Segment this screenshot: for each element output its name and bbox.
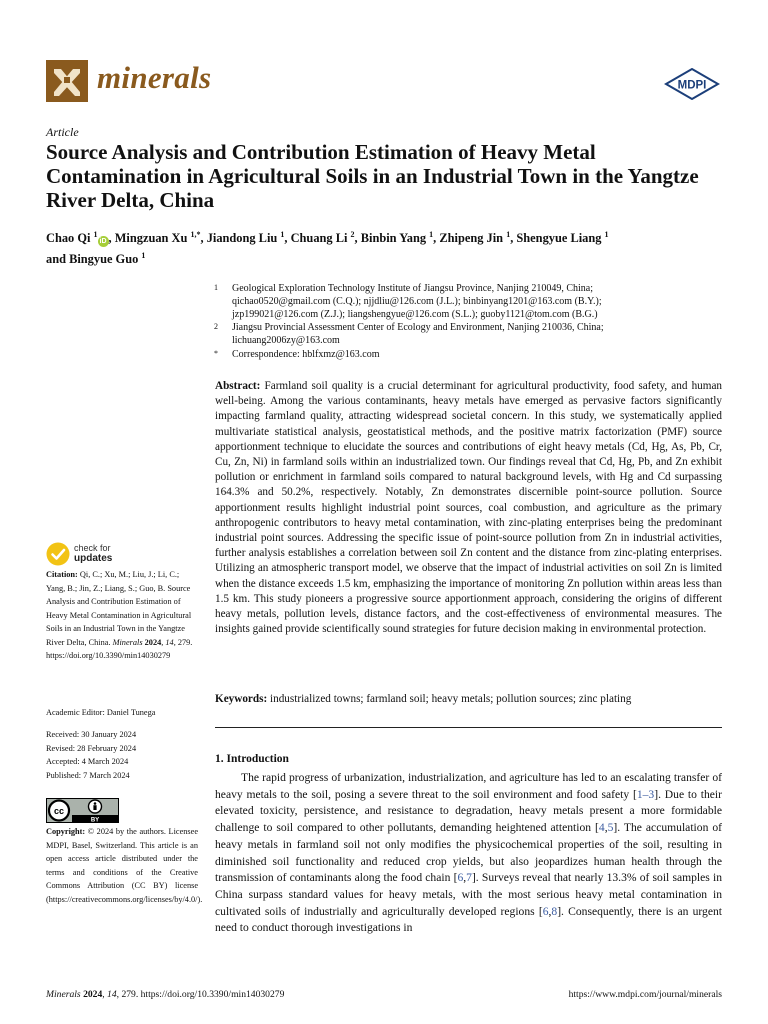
author-name: Zhipeng Jin <box>439 231 504 246</box>
affiliation-mark: 2 <box>214 322 218 331</box>
journal-logo <box>46 60 88 102</box>
copyright-text: © 2024 by the authors. Licensee MDPI, Basel, Switzerland. This article is an open access article distributed under the terms and conditions of the Creative Commons Attribution (CC BY) license (https://creativecommons.org/licenses/by/4.0/). <box>46 827 203 904</box>
correspondence <box>232 348 732 361</box>
citation-doi[interactable]: , 279. https://doi.org/10.3390/min14030279 <box>46 637 193 660</box>
footer-doi[interactable]: , 279. https://doi.org/10.3390/min14030279 <box>116 989 285 1000</box>
author-affiliation-mark: 1 <box>429 230 434 239</box>
footer-year: 2024 <box>83 989 103 1000</box>
author-name: Chao Qi <box>46 231 91 246</box>
correspondence-email: Correspondence: hblfxmz@163.com <box>232 349 380 360</box>
abstract-text: Farmland soil quality is a crucial determinant for agricultural productivity, food safety, and human well-being. Among the various contaminants, heavy metals have emerged as pervasive factors significantly impacting farmland quality, attracting widespread societal concern. In this study, we systematically applied multivariate statistical analysis, geostatistical methods, and the positive matrix factorization (PMF) source apportionment technique to elucidate the sources and contributions of eight heavy metals (Cd, Hg, As, Pb, Cr, Cu, Zn, Ni) in farmland soils within an industrialized town. Our findings reveal that Cd, Hg, Pb, and Zn exhibit pollution or enrichment in farmland soils compared to natural background levels, with Hg and Cd surpassing 164.3% and 50.2%, respectively. Notably, Zn demonstrates discernible point-source pollution. Source apportionment results highlight industrial point sources, coal combustion, and agriculture as the primary anthropogenic contributors to heavy metal contamination, with zinc-plating enterprises being the predominant industrial point sources. Addressing the specific issue of point-source pollution from Zn in industrial activities, further analysis establishes a correlation between soil Zn content and the distance from zinc-plating enterprises. Utilizing an atmospheric transport model, we observe that the impact of industrial activities on soil Zn is limited when the distance exceeds 1.5 km, emphasizing the importance of monitoring Zn pollution within areas less than 1.5 km. This study pioneers a progressive source apportionment approach, considering the origins of different heavy metals, pollution levels, distance factors, and the cost-effectiveness of environmental measures. The insights gained provide scientifically sound strategies for future decision making in environmental protection. <box>215 380 723 636</box>
paragraph-text: The rapid progress of urbanization, industrialization, and agriculture has led to an escalating transfer of heavy metals to the soil, posing a severe threat to the soil environment and food safety [ <box>215 771 722 801</box>
citation-link[interactable]: 7 <box>466 871 472 885</box>
citation-label: Citation: <box>46 570 78 579</box>
author-affiliation-mark: 1 <box>506 230 511 239</box>
author-affiliation-mark: 1 <box>604 230 609 239</box>
author-affiliation-mark: 2 <box>350 230 355 239</box>
author-name: Chuang Li <box>290 231 348 246</box>
footer-journal: Minerals <box>46 989 81 1000</box>
copyright-notice <box>46 825 203 906</box>
abstract-label: Abstract: <box>215 380 261 392</box>
check-for-updates-line1: check for <box>74 543 111 553</box>
author-affiliation-mark: 1 <box>280 230 285 239</box>
date-received: Received: 30 January 2024 <box>46 730 137 739</box>
date-revised: Revised: 28 February 2024 <box>46 743 137 753</box>
academic-editor: Academic Editor: Daniel Tunega <box>46 708 156 717</box>
section-heading: 1. Introduction <box>215 753 289 765</box>
check-for-updates-line2: updates <box>74 553 113 564</box>
author-name: Jiandong Liu <box>206 231 278 246</box>
affiliation-emails: lichuang2006zy@163.com <box>232 335 340 347</box>
author-affiliation-mark: 1 <box>93 230 98 239</box>
paragraph-text: , <box>463 871 467 885</box>
author-name: Shengyue Liang <box>516 231 602 246</box>
cc-by-license-badge[interactable] <box>46 798 119 823</box>
affiliation-line: Geological Exploration Technology Institute of Jiangsu Province, Nanjing 210049, China; <box>232 283 594 294</box>
abstract <box>215 379 722 637</box>
author-affiliation-mark: 1,* <box>190 230 201 239</box>
author-list: Chao Qi $^1$iD , Mingzuan Xu $^{1,*}$, Jiandong Liu $^1$, Chuang Li $^2$, Binbin Yang $^1$, Zhipeng Jin $^1$, Shengyue Liang $^1$ and Bingyue Guo $^1$ <box>46 230 609 267</box>
paragraph-text: , <box>604 821 608 835</box>
footer-citation: Minerals 2024, 14, 279. https://doi.org/10.3390/min14030279 <box>46 989 285 1000</box>
citation-link[interactable]: 6 <box>542 904 549 918</box>
citation-journal: Minerals <box>112 637 143 647</box>
correspondence-mark: * <box>214 349 218 358</box>
affiliation-2 <box>232 321 732 347</box>
affiliation-1 <box>232 282 732 322</box>
orcid-icon[interactable]: iD <box>99 238 107 246</box>
citation-volume: 14 <box>165 637 174 647</box>
author-name: Binbin Yang <box>360 231 427 246</box>
citation-block: Citation: Qi, C.; Xu, M.; Liu, J.; Li, C.; Yang, B.; Jin, Z.; Liang, S.; Guo, B. Source Analysis and Contribution Estimation of Heavy Metal Contamination in Agricultural Soils in an Industrial Town in the Yangtze River Delta, China. Minerals 2024, 14, 279. https://doi.org/10.3390/min14030279 <box>46 570 193 660</box>
keywords <box>215 692 722 707</box>
author-name: Mingzuan Xu <box>114 231 188 246</box>
section-divider <box>215 727 722 728</box>
citation-link[interactable]: 5 <box>607 821 614 835</box>
mdpi-logo-text: MDPI <box>677 79 707 92</box>
author-name: Bingyue Guo <box>69 252 139 267</box>
svg-text:cc: cc <box>53 806 65 816</box>
paragraph-text: ]. Surveys reveal that nearly 13.3% of soil samples in China surpass standard values for heavy metals, with the most serious heavy metal contamination in cultivated soils of industrially and agriculturally developed regions [ <box>215 871 722 918</box>
citation-link[interactable]: 8 <box>551 904 558 918</box>
journal-name: minerals <box>97 60 212 95</box>
mdpi-logo <box>664 68 720 100</box>
article-type: Article <box>46 125 79 139</box>
paragraph-text: ]. Due to their elevated toxicity, persistence, and resistance to degradation, heavy metals present a more formidable challenge to soil compared to other pollutants, demanding heightened attention [ <box>215 787 722 835</box>
check-for-updates-icon <box>46 542 70 566</box>
copyright-label: Copyright: <box>46 827 86 836</box>
keywords-label: Keywords: <box>215 693 268 705</box>
article-title: Source Analysis and Contribution Estimation of Heavy Metal Contamination in Agricultural Soils in an Industrial Town in the Yangtze River Delta, China <box>46 140 699 212</box>
author-affiliation-mark: 1 <box>141 251 146 261</box>
affiliation-emails: jzp199021@126.com (Z.J.); liangshengyue@126.com (S.L.); guoby1121@tom.com (B.G.) <box>232 309 598 321</box>
publication-dates <box>46 728 198 782</box>
citation-link[interactable]: 1–3 <box>636 787 655 801</box>
keywords-text: industrialized towns; farmland soil; heavy metals; pollution sources; zinc plating <box>270 693 632 705</box>
citation-link[interactable]: 4 <box>598 821 605 835</box>
date-published: Published: 7 March 2024 <box>46 770 130 780</box>
paragraph-text: ]. The accumulation of heavy metals in farmland soil not only modifies the physicochemical properties of the soil, resulting in diminished soil functionality and reduced crop yields, but also jeopardizes human health through the transmission of contaminants along the food chain [ <box>215 821 722 885</box>
citation-year: 2024 <box>144 637 162 647</box>
minerals-logo-icon <box>46 60 88 102</box>
date-accepted: Accepted: 4 March 2024 <box>46 757 129 766</box>
affiliation-line: Jiangsu Provincial Assessment Center of Ecology and Environment, Nanjing 210036, China; <box>232 322 604 333</box>
affiliation-emails: qichao0520@gmail.com (C.Q.); njjdliu@126.com (J.L.); binbinyang1201@163.com (B.Y.); <box>232 296 602 308</box>
check-for-updates-badge[interactable] <box>46 541 156 569</box>
footer-journal-url[interactable]: https://www.mdpi.com/journal/minerals <box>568 989 722 1000</box>
paragraph-text: , <box>548 904 552 918</box>
introduction-paragraph <box>215 770 722 937</box>
footer-volume: 14 <box>107 989 117 1000</box>
license-badge-text: BY <box>90 817 100 823</box>
citation-link[interactable]: 6 <box>457 871 464 885</box>
affiliation-mark: 1 <box>214 283 218 292</box>
citation-text: Qi, C.; Xu, M.; Liu, J.; Li, C.; Yang, B.; Jin, Z.; Liang, S.; Guo, B. Source Analysis and Contribution Estimation of Heavy Metal Contamination in Agricultural Soils in an Industrial Town in the Yangtze River Delta, China. <box>46 570 192 647</box>
paragraph-text: ]. Consequently, there is an urgent need to conduct thorough investigations in <box>215 904 722 935</box>
